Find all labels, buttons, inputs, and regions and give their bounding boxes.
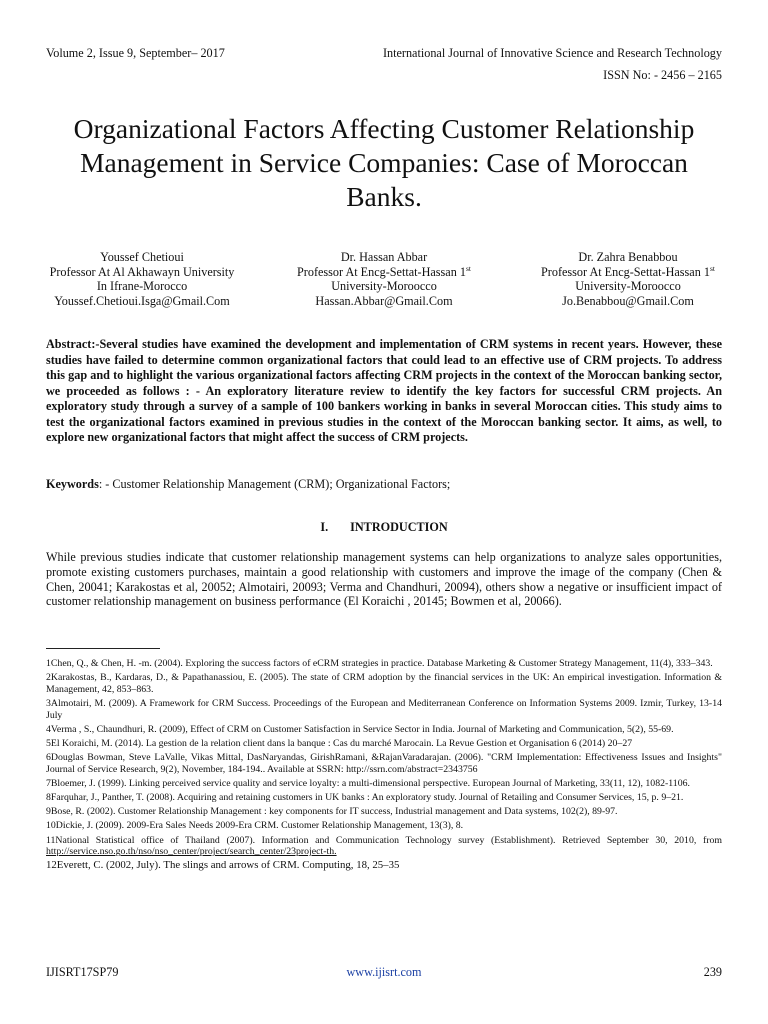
author-location: University-Moroocco [331, 279, 437, 293]
ordinal-superscript: st [709, 263, 715, 273]
author-email: Hassan.Abbar@Gmail.Com [315, 293, 453, 308]
footnote-link[interactable]: http://service.nso.go.th/nso/nso_center/project/search_center/23project-th. [46, 846, 337, 858]
abstract: Abstract:-Several studies have examined the development and implementation of CRM systems in recent years. However, these studies have failed to determine common organizational factors that could lead to an effective use of CRM projects. To address this gap and to highlight the various organizational factors affecting CRM projects in the context of the Moroccan banking sector, we proceeded as follows : - An exploratory literature review to identify the key factors for successful CRM projects. An exploratory study through a survey of a sample of 100 bankers working in banks in several Moroccan cities. This study aims to test the organizational factors examined in previous studies in the context of the Moroccan banking sector. It aims, as well, to explore new organizational factors that might affect the success of CRM projects. [46, 337, 722, 444]
footnote: 5El Koraichi, M. (2014). La gestion de la relation client dans la banque : Cas du marché Marocain. La Revue Gestion et Organisation 6 (2014) 20–27 [46, 737, 633, 749]
author-name: Dr. Hassan Abbar [340, 250, 428, 264]
page-number: 239 [703, 965, 722, 979]
author-block-2 [264, 250, 504, 308]
author-location: University-Moroocco [575, 279, 681, 293]
journal-website-link[interactable]: www.ijisrt.com [346, 965, 422, 979]
keywords-label: Keywords [46, 477, 99, 491]
footnote: 4Verma , S., Chaundhuri, R. (2009), Effect of CRM on Customer Satisfaction in Service Sector in India. Journal of Marketing and Communication, 5(2), 55-69. [46, 723, 674, 735]
journal-issn: ISSN No: - 2456 – 2165 [603, 68, 722, 82]
footnote: 7Bloemer, J. (1999). Linking perceived service quality and service loyalty: a multi-dimensional perspective. European Journal of Marketing, 33(11, 12), 1082-1106. [46, 777, 690, 789]
journal-volume-issue: Volume 2, Issue 9, September– 2017 [46, 46, 225, 60]
footnote: 8Farquhar, J., Panther, T. (2008). Acquiring and retaining customers in UK banks : An exploratory study. Journal of Retailing and Consumer Services, 15, p. 9–21. [46, 792, 684, 804]
paper-id: IJISRT17SP79 [46, 965, 119, 979]
journal-name: International Journal of Innovative Science and Research Technology [382, 46, 722, 60]
footnote: 10Dickie, J. (2009). 2009-Era Sales Needs 2009-Era CRM. Customer Relationship Management, 13(3), 8. [46, 820, 464, 832]
section-heading [0, 520, 768, 535]
footnote: 3Almotairi, M. (2009). A Framework for CRM Success. Proceedings of the European and Mediterranean Conference on Information Systems 2009. Izmir, Turkey, 13-14 July [46, 697, 722, 721]
footnote: 9Bose, R. (2002). Customer Relationship Management : key components for IT success, Industrial management and Data systems, 102(2), 89-97. [46, 806, 618, 818]
footnote: 1Chen, Q., & Chen, H. -m. (2004). Exploring the success factors of eCRM strategies in practice. Database Marketing & Customer Strategy Management, 11(4), 333–343. [46, 658, 713, 669]
author-location: In Ifrane-Morocco [96, 279, 188, 293]
author-block-1 [22, 250, 262, 308]
section-title: INTRODUCTION [350, 520, 448, 534]
footnote: 6Douglas Bowman, Steve LaValle, Vikas Mittal, DasNaryandas, GirishRamani, &RajanVaradarajan. (2006). "CRM Implementation: Effectiveness Issues and Insights" Journal of Service Research, 9(2), November, 184-194.. Available at SSRN: http://ssrn.com/abstract=2343756 [46, 752, 722, 775]
footnote: 2Karakostas, B., Kardaras, D., & Papathanassiou, E. (2005). The state of CRM adoption by the financial services in the UK: An empirical investigation. Information & Management, 42, 853–863. [46, 672, 722, 695]
author-affiliation: Professor At Encg-Settat-Hassan 1st [297, 263, 471, 279]
author-email: Jo.Benabbou@Gmail.Com [562, 293, 694, 308]
footnote-divider [46, 648, 160, 649]
author-affiliation: Professor At Encg-Settat-Hassan 1st [541, 263, 715, 279]
author-affiliation: Professor At Al Akhawayn University [49, 264, 235, 279]
author-name: Dr. Zahra Benabbou [578, 250, 678, 264]
author-email: Youssef.Chetioui.Isga@Gmail.Com [54, 293, 230, 308]
keywords [46, 477, 722, 492]
author-block-3 [508, 250, 748, 308]
footnotes [46, 658, 722, 875]
keywords-text: : - Customer Relationship Management (CRM); Organizational Factors; [98, 477, 451, 491]
footnote-11: 11National Statistical office of Thailand (2007). Information and Communication Technology survey (Establishment). Retrieved September 30, 2010, from http://service.nso.go.th/nso/nso_center/project/search_center/23project-th. [46, 834, 722, 858]
author-name: Youssef Chetioui [100, 250, 184, 264]
footnote-12: 12Everett, C. (2002, July). The slings and arrows of CRM. Computing, 18, 25–35 [46, 859, 400, 872]
section-number: I. [320, 520, 329, 534]
introduction-paragraph: While previous studies indicate that customer relationship management systems can help organizations to analyze sales opportunities, promote existing customers purchases, maintain a good relationship with customers and improve the image of the company (Chen & Chen, 20041; Karakostas et al, 20052; Almotairi, 20093; Verma and Chandhuri, 20094), others show a negative or insufficient impact of customer relationship management on business performance (El Koraichi , 20145; Bowmen et al, 20066). [46, 550, 722, 609]
ordinal-superscript: st [465, 263, 471, 273]
paper-title: Organizational Factors Affecting Customer Relationship Management in Service Companies: Case of Moroccan Banks. [73, 113, 695, 212]
